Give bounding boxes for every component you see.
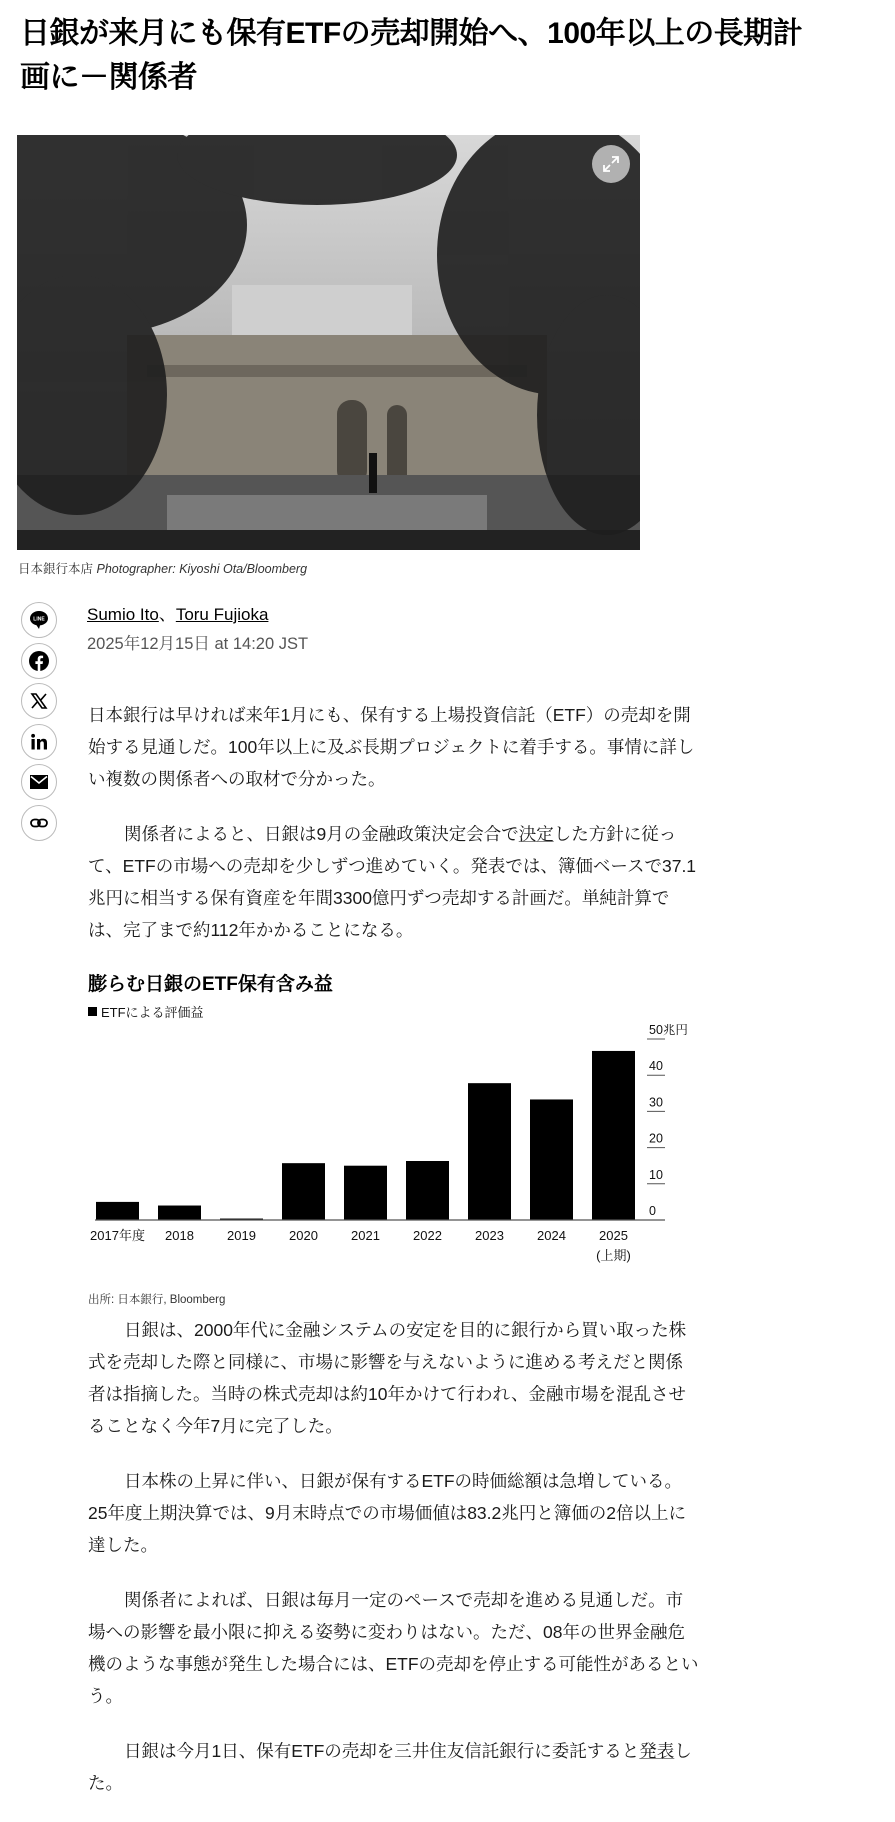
photo-caption <box>18 559 307 577</box>
paragraph-text: した。 <box>88 1741 692 1793</box>
chart-figure <box>60 969 700 1314</box>
chart-title: 膨らむ日銀のETF保有含み益 <box>88 974 333 995</box>
bar <box>282 1163 325 1220</box>
y-tick-label: 30 <box>649 1095 663 1110</box>
bar <box>530 1099 573 1220</box>
bar <box>468 1083 511 1220</box>
caption-text: 日本銀行本店 <box>18 562 94 576</box>
facebook-icon <box>28 650 50 672</box>
x-tick-sublabel: (上期) <box>596 1248 631 1263</box>
share-email-button[interactable] <box>21 764 57 800</box>
publish-date: 2025年12月15日 at 14:20 JST <box>87 635 309 653</box>
share-linkedin-button[interactable] <box>21 724 57 760</box>
bar <box>406 1161 449 1220</box>
headline: 日銀が来月にも保有ETFの売却開始へ、100年以上の長期計画に－関係者 <box>20 17 803 94</box>
announcement-link[interactable]: 発表 <box>639 1741 675 1761</box>
expand-photo-button[interactable] <box>592 145 630 183</box>
y-tick-label: 10 <box>649 1167 663 1182</box>
y-tick-label: 50兆円 <box>649 1024 688 1037</box>
x-tick-label: 2022 <box>413 1228 442 1243</box>
photo-credit: Photographer: Kiyoshi Ota/Bloomberg <box>96 562 308 576</box>
x-tick-label: 2024 <box>537 1228 566 1243</box>
x-tick-label: 2021 <box>351 1228 380 1243</box>
paragraph: 日銀は、2000年代に金融システムの安定を目的に銀行から買い取った株式を売却した際と同様に、市場に影響を与えないように進める考えだと関係者は指摘した。当時の株式売却は約10年かけて行われ、金融市場を混乱させることなく今年7月に完了した。 <box>88 1320 687 1436</box>
chart-legend <box>88 1002 204 1021</box>
paragraph: 関係者によれば、日銀は毎月一定のペースで売却を進める見通しだ。市場への影響を最小限に抑える姿勢に変わりはない。ただ、08年の世界金融危機のような事態が発生した場合には、ETFの売却を停止する可能性があるという。 <box>88 1590 699 1706</box>
x-tick-label: 2019 <box>227 1228 256 1243</box>
article-body <box>88 699 700 1822</box>
copy-link-button[interactable] <box>21 805 57 841</box>
bank-of-japan-photo <box>17 135 640 550</box>
x-tick-label: 2018 <box>165 1228 194 1243</box>
link-icon <box>29 813 49 833</box>
chart-source: 出所: 日本銀行, Bloomberg <box>88 1294 226 1306</box>
byline <box>87 600 268 625</box>
x-tick-label: 2017年度 <box>90 1228 145 1243</box>
bar-chart <box>60 1024 700 1286</box>
bar <box>96 1202 139 1220</box>
share-facebook-button[interactable] <box>21 643 57 679</box>
decision-link[interactable]: 決定 <box>518 824 554 844</box>
y-tick-label: 0 <box>649 1204 656 1218</box>
author-link[interactable]: Toru Fujioka <box>175 605 269 624</box>
paragraph-text: 日銀は今月1日、保有ETFの売却を三井住友信託銀行に委託すると <box>124 1741 640 1761</box>
line-icon <box>28 609 50 631</box>
paragraph-text: 関係者によると、日銀は9月の金融政策決定会合で <box>124 824 519 844</box>
share-x-button[interactable] <box>21 683 57 719</box>
author-link[interactable]: Sumio Ito <box>87 605 159 624</box>
bar <box>344 1166 387 1220</box>
legend-label: ETFによる評価益 <box>101 1005 204 1020</box>
share-line-button[interactable] <box>21 602 57 638</box>
linkedin-icon <box>30 733 48 751</box>
email-icon <box>29 772 49 792</box>
y-tick-label: 40 <box>649 1059 663 1074</box>
legend-swatch <box>88 1007 97 1016</box>
paragraph-text: した方針に従って、ETFの市場への売却を少しずつ進めていく。発表では、簿価ベースで37.1兆円に相当する保有資産を年間3300億円ずつ売却する計画だ。単純計算では、完了まで約112年かかることになる。 <box>88 824 697 940</box>
y-tick-label: 20 <box>649 1131 663 1146</box>
x-icon <box>30 692 48 710</box>
expand-arrows-icon <box>601 154 621 174</box>
paragraph: 日本株の上昇に伴い、日銀が保有するETFの時価総額は急増している。25年度上期決算では、9月末時点での市場価値は83.2兆円と簿価の2倍以上に達した。 <box>88 1471 686 1555</box>
x-tick-label: 2020 <box>289 1228 318 1243</box>
svg-text:LINE: LINE <box>33 616 45 623</box>
bar <box>158 1206 201 1220</box>
paragraph <box>88 1735 700 1799</box>
article-photo <box>17 135 640 550</box>
author-separator: 、 <box>158 605 176 624</box>
x-tick-label: 2023 <box>475 1228 504 1243</box>
paragraph: 日本銀行は早ければ来年1月にも、保有する上場投資信託（ETF）の売却を開始する見通しだ。100年以上に及ぶ長期プロジェクトに着手する。事情に詳しい複数の関係者への取材で分かった。 <box>88 705 695 789</box>
x-tick-label: 2025 <box>599 1228 628 1243</box>
bar <box>592 1051 635 1220</box>
paragraph <box>88 818 700 946</box>
